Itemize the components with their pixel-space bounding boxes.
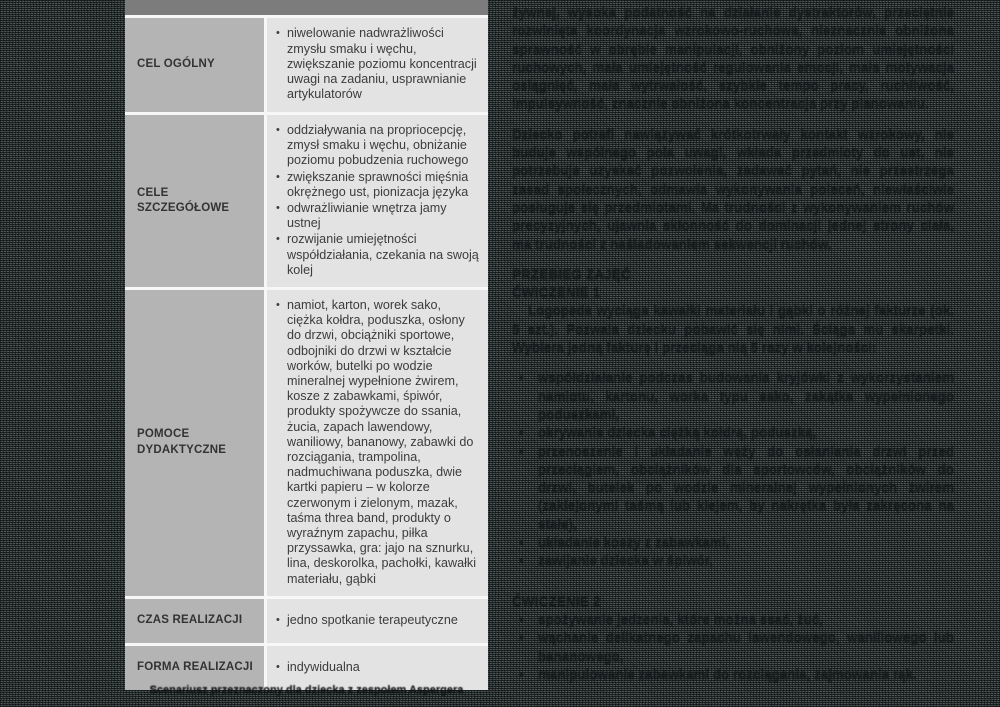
paragraph-child-behaviour: Dziecko potrafi nawiązywać krótkotrwały kontakt wzrokowy, nie buduje wspólnego pola uwagi, wkłada przedmioty do ust, nie potrzebuje uzyskać pozwolenia, zadawać pytań, nie przestrzega zasad społecznych, odmawia wykonywania poleceń, niewłaściwie posługuje się przedmiotami. Ma trudności z wykonywaniem ruchów precyzyjnych, ujawnia skłonność do dominacji jednej strony ciała, ma trudności z naśladowaniem sekwencji ruchów.: [512, 126, 954, 252]
bullet-list: [273, 298, 480, 588]
bullet-item: • jedno spotkanie terapeutyczne: [273, 613, 480, 628]
bullet-item: • spożywanie jedzenia, które można ssać, żuć,: [512, 611, 954, 629]
table-row: [125, 115, 488, 287]
row-content-czas-realizacji: [267, 599, 488, 643]
bullet-item: • zwiększanie sprawności mięśnia okrężnego ust, pionizacja języka: [273, 170, 480, 200]
bullet-item: • przenoszenie i układanie węży do osłaniania drzwi przed przeciągiem, obciążników dla sportowców, obciążników do drzwi, butelek po wodzie mineralnej wypełnionych żwirem (zaklejonymi taśmą lub klejem, by nakrętka była zakręcona na stałe),: [512, 443, 954, 534]
bullet-item: • namiot, karton, worek sako, ciężka kołdra, poduszka, osłony do drzwi, obciążniki sportowe, odbojniki do drzwi w kształcie worków, butelki po wodzie mineralnej wypełnione żwirem, kosze z zabawkami, śpiwór, produkty spożywcze do ssania, żucia, zapach lawendowy, waniliowy, bananowy, zabawki do rozciągania, trampolina, nadmuchiwana poduszka, dwie kartki papieru – w kolorze czerwonym i zielonym, mazak, taśma threa band, produkty o wyraźnym zapachu, piłka przyssawka, gra: jajo na sznurku, lina, deskorolka, pachołki, kawałki materiału, gąbki: [273, 298, 480, 587]
row-content-pomoce-dydaktyczne: [267, 290, 488, 596]
bullet-list: [273, 613, 480, 629]
exercise2-list: [512, 611, 954, 684]
row-label-cel-ogolny: CEL OGÓLNY: [125, 18, 264, 112]
bullet-item: • okrywanie dziecka ciężką kołdrą, poduszką,: [512, 424, 954, 442]
paragraph-diagnosis-continued: żywnej, wysoka podatność na działanie dystraktorów, przeciętnie rozwinięta koordynacja wzrokowo-ruchowa, nieznacznie obniżona sprawność w obrębie manipulacji, obniżony poziom umiejętności ruchowych, mała umiejętność regulowania emocji, mała motywacja osiągnięć, mała wytrwałość, szybkie tempo pracy, ruchliwość, impulsywność, znacznie obniżona koncentracja przy planowaniu.: [512, 5, 954, 112]
exercise2-heading: ĆWICZENIE 2: [512, 593, 601, 609]
bullet-list: [273, 123, 480, 279]
table-row: [125, 290, 488, 596]
bullet-list: [273, 26, 480, 103]
row-label-czas-realizacji: CZAS REALIZACJI: [125, 599, 264, 643]
table-row: [125, 599, 488, 643]
row-label-forma-realizacji: FORMA REALIZACJI: [125, 646, 264, 690]
table-caption: Scenariusz przeznaczony dla dziecka z zespołem Aspergera: [149, 684, 464, 696]
bullet-item: • współdziałanie podczas budowania kryjówki z wykorzystaniem namiotu, kartonu, worka typu sako, zakątka wypełnionego poduszkami,: [512, 369, 954, 424]
table-header-band: [125, 0, 488, 15]
bullet-item: • indywidualna: [273, 660, 480, 675]
exercise1-heading: ĆWICZENIE 1: [512, 285, 601, 301]
bullet-item: • zawijanie dziecka w śpiwór,: [512, 552, 954, 570]
right-text-column: [512, 4, 954, 684]
row-label-cele-szczegolowe: CELE SZCZEGÓŁOWE: [125, 115, 264, 287]
row-content-cele-szczegolowe: [267, 115, 488, 287]
bullet-item: • wąchanie delikatnego zapachu lawendowego, waniliowego lub bananowego,: [512, 629, 954, 666]
bullet-item: • niwelowanie nadwrażliwości zmysłu smaku i węchu, zwiększanie poziomu koncentracji uwagi na zadaniu, usprawnianie artykulatorów: [273, 26, 480, 102]
row-content-cel-ogolny: [267, 18, 488, 112]
bullet-item: • odwrażliwianie wnętrza jamy ustnej: [273, 201, 480, 231]
bullet-list: [273, 660, 480, 676]
bullet-item: • manipulowanie zabawkami do rozciągania, zajmowania rąk.: [512, 666, 954, 684]
bullet-item: • oddziaływania na propriocepcję, zmysł smaku i węchu, obniżanie poziomu pobudzenia ruchowego: [273, 123, 480, 169]
exercise1-intro: Logopeda wyciąga kawałki materiału i gąbki o różnej fakturze (ok. 5 szt.). Pozwala dziecku pobawić się nimi. Ściąga mu skarpetki. Wybiera jedną fakturę i przeciąga nią 5 razy w kolejności:: [512, 303, 954, 356]
row-label-pomoce-dydaktyczne: POMOCE DYDAKTYCZNE: [125, 290, 264, 596]
bullet-item: • układanie koszy z zabawkami,: [512, 534, 954, 552]
section-heading-przebieg-zajec: PRZEBIEG ZAJĘĆ: [512, 266, 631, 282]
table-row: [125, 18, 488, 112]
exercise1-list: [512, 369, 954, 570]
bullet-item: • rozwijanie umiejętności współdziałania, czekania na swoją kolej: [273, 232, 480, 278]
therapy-plan-table: [125, 0, 488, 690]
